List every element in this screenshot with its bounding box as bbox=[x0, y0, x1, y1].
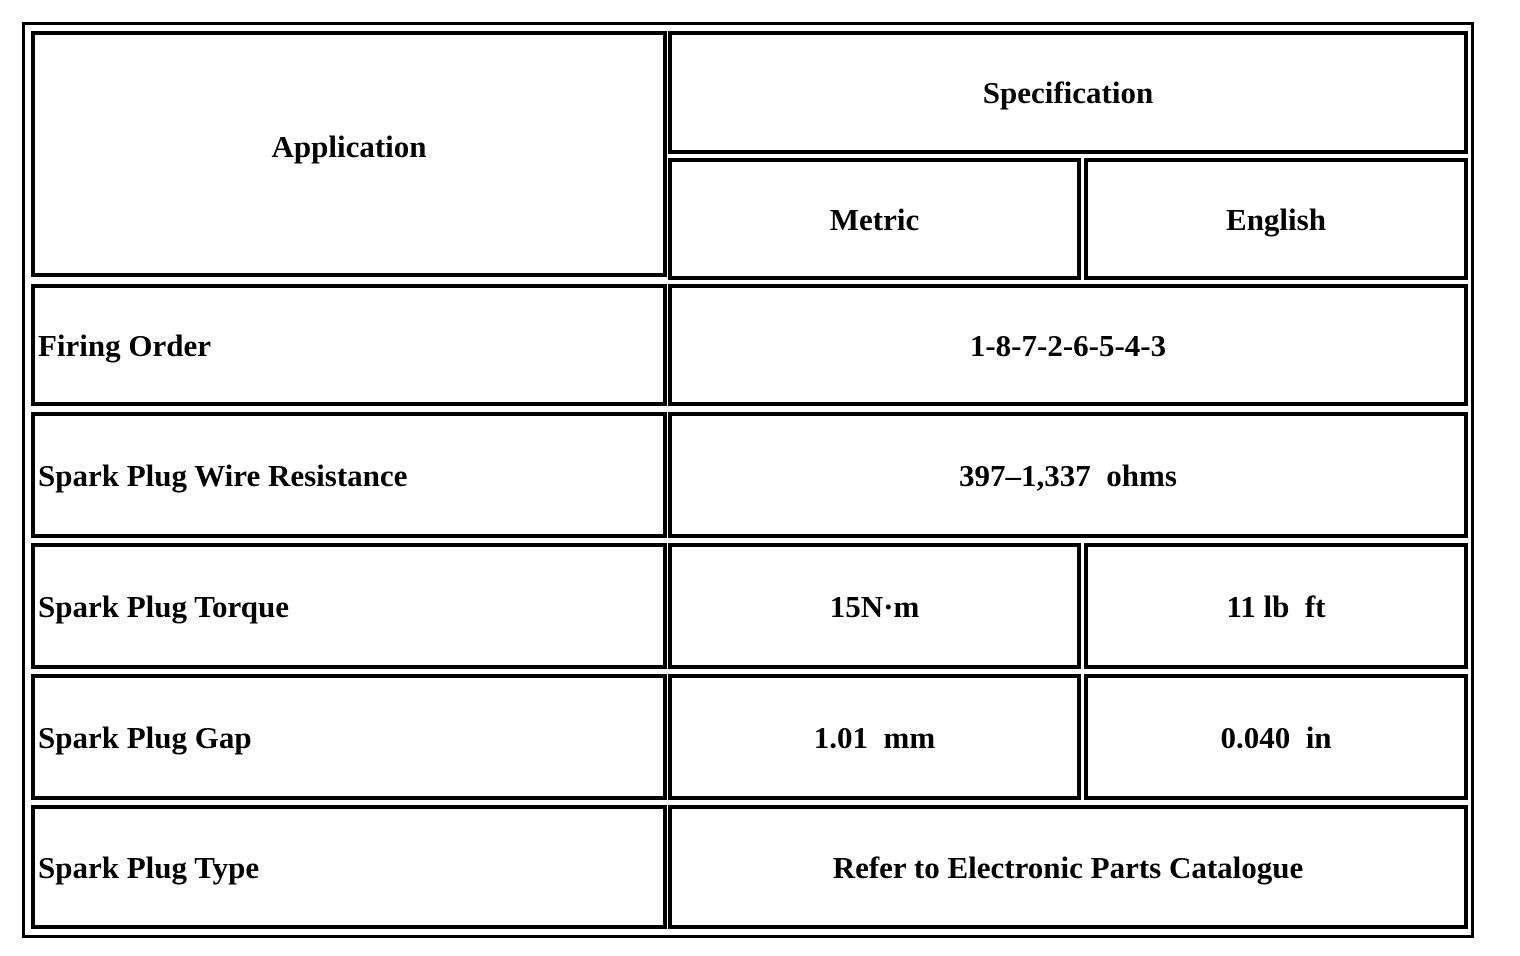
header-english: English bbox=[1084, 158, 1468, 280]
header-specification: Specification bbox=[668, 31, 1468, 154]
row-firing-order-value: 1-8-7-2-6-5-4-3 bbox=[668, 284, 1468, 406]
row-plug-type-value: Refer to Electronic Parts Catalogue bbox=[668, 805, 1468, 929]
row-gap-label: Spark Plug Gap bbox=[31, 674, 667, 800]
row-gap-metric: 1.01 mm bbox=[668, 674, 1081, 800]
row-wire-resistance-value: 397–1,337 ohms bbox=[668, 412, 1468, 538]
row-torque-english: 11 lb ft bbox=[1084, 543, 1468, 669]
row-plug-type-label: Spark Plug Type bbox=[31, 805, 667, 929]
header-metric: Metric bbox=[668, 158, 1081, 280]
header-application: Application bbox=[31, 31, 667, 277]
spec-table bbox=[22, 22, 1474, 938]
row-torque-label: Spark Plug Torque bbox=[31, 543, 667, 669]
row-firing-order-label: Firing Order bbox=[31, 284, 667, 406]
row-gap-english: 0.040 in bbox=[1084, 674, 1468, 800]
row-torque-metric: 15N·m bbox=[668, 543, 1081, 669]
row-wire-resistance-label: Spark Plug Wire Resistance bbox=[31, 412, 667, 538]
